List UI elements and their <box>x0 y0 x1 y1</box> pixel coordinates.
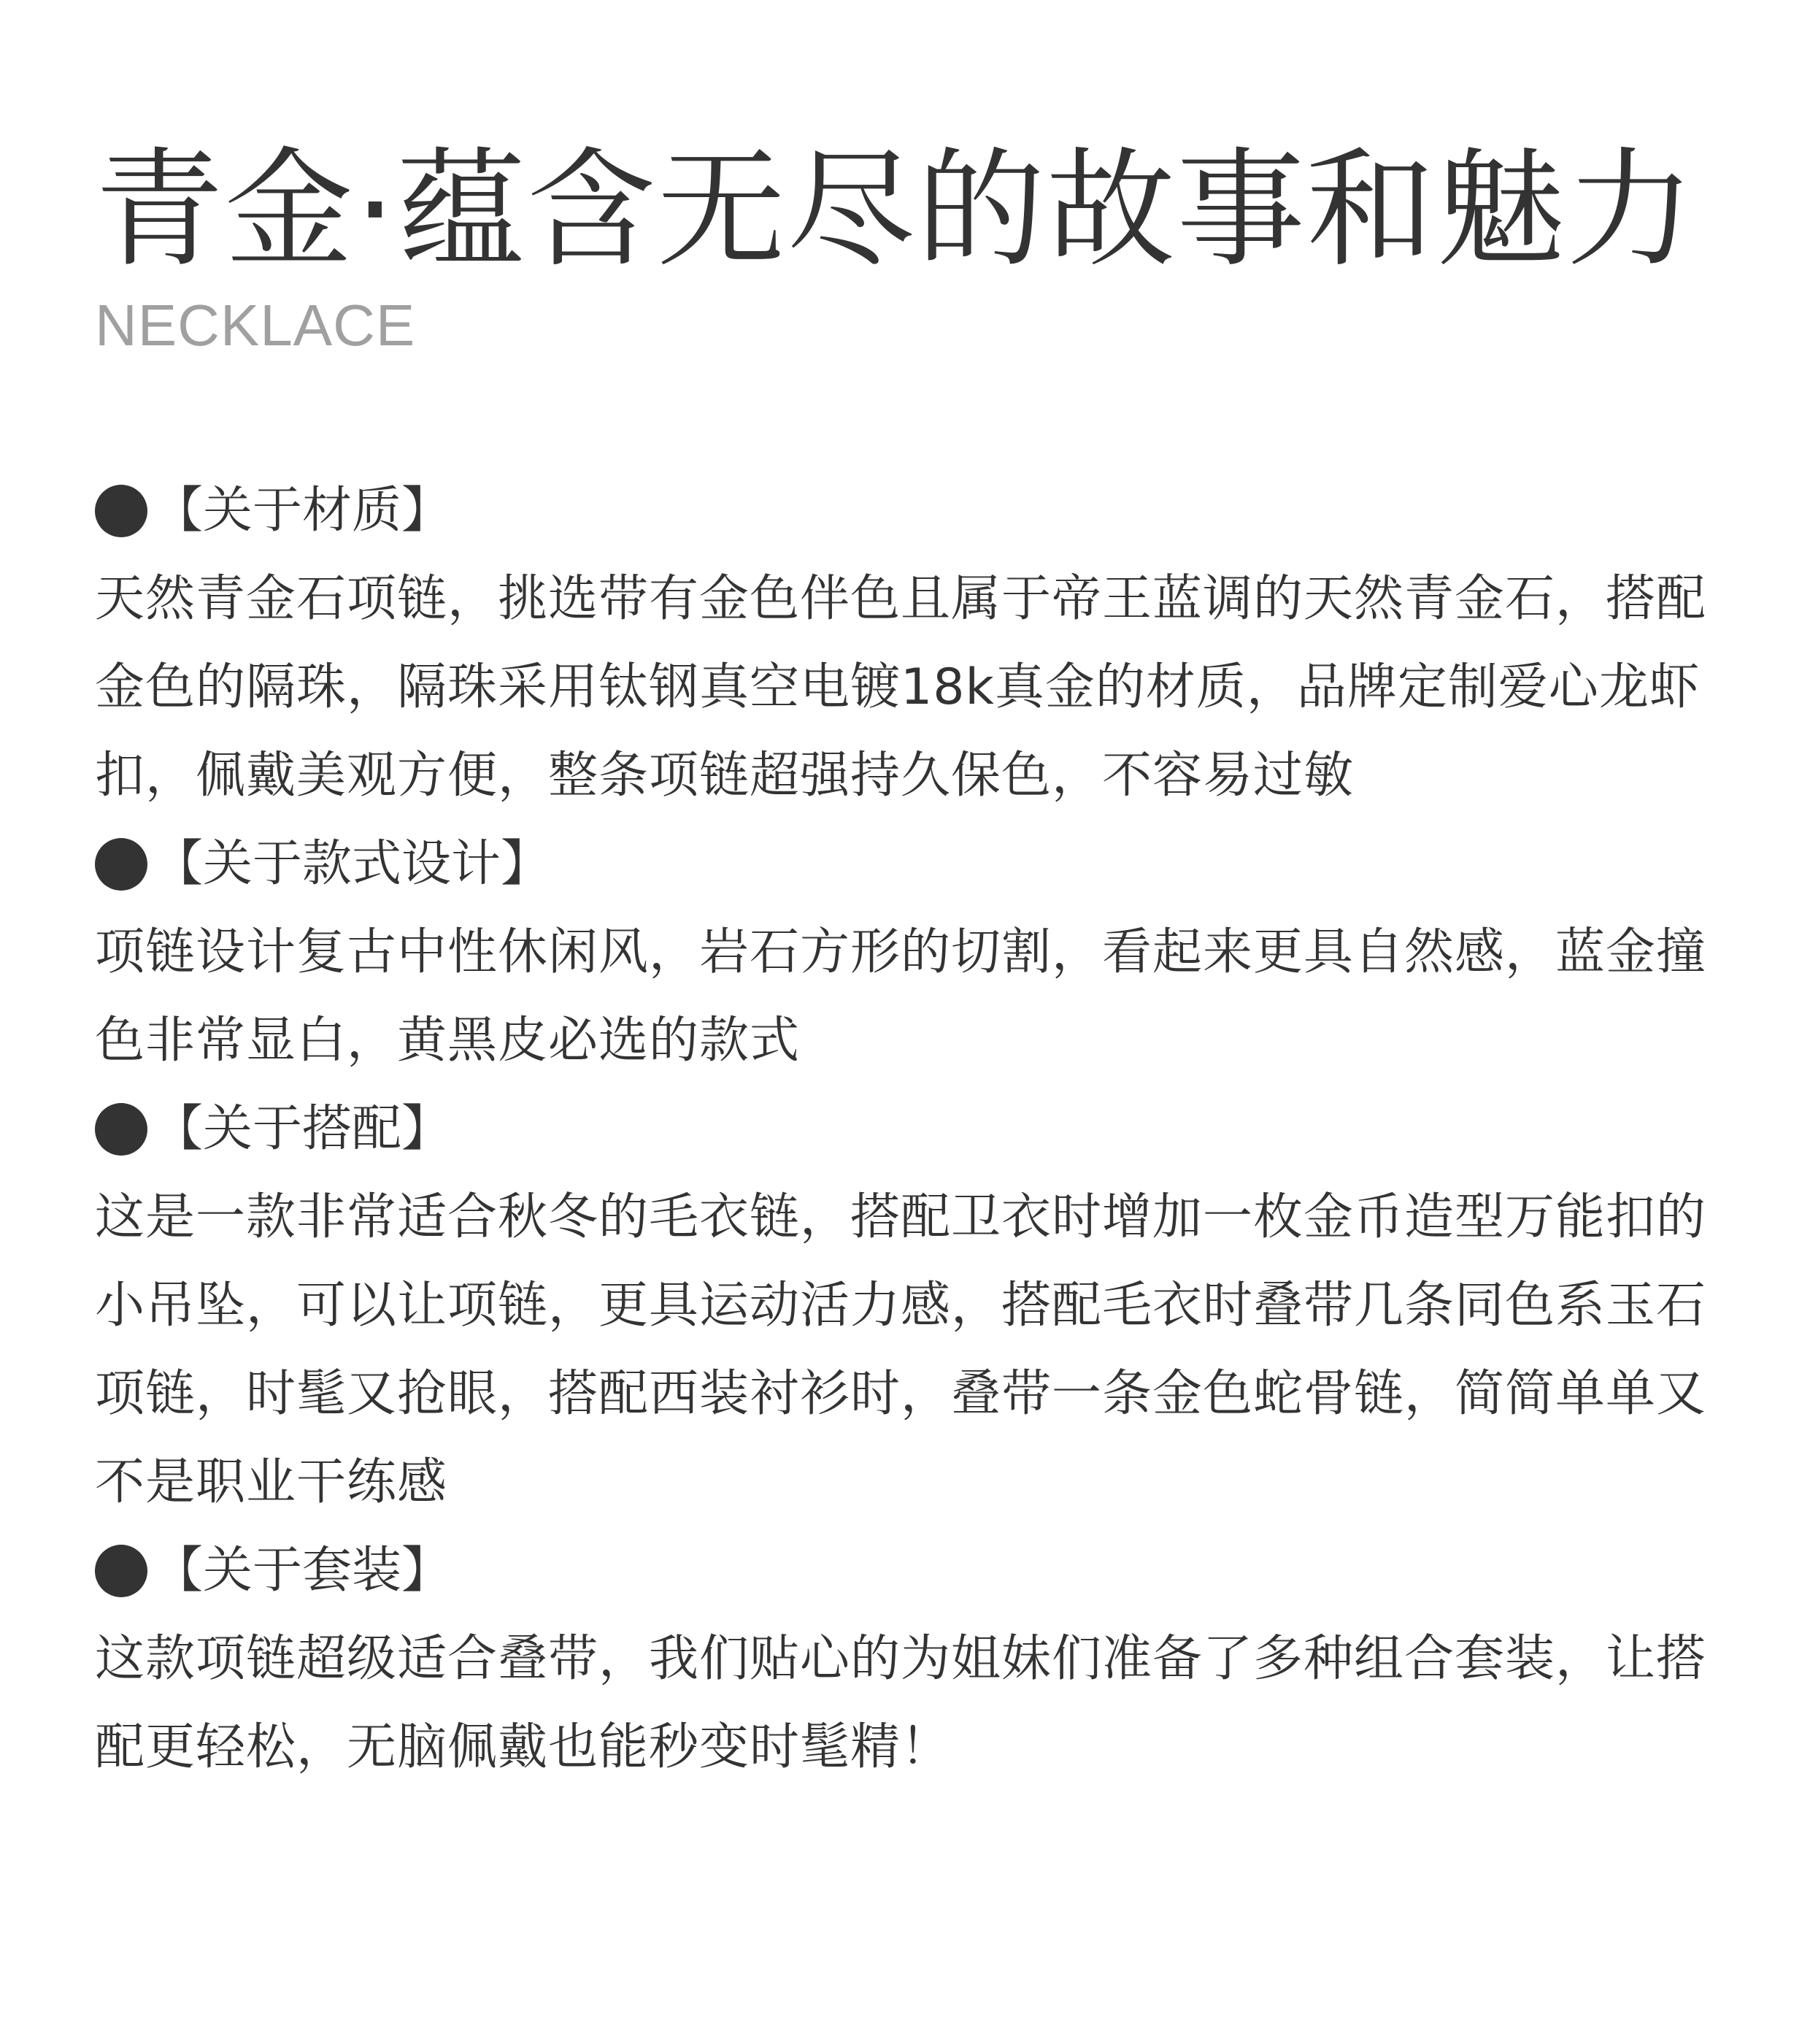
section-set <box>95 1526 1730 1791</box>
page-subtitle: NECKLACE <box>95 293 416 358</box>
product-description-page <box>95 135 1730 1791</box>
section-heading-text: 【关于材质】 <box>153 482 452 539</box>
section-heading-text: 【关于搭配】 <box>153 1100 452 1158</box>
sections-container <box>95 466 1730 1791</box>
section-body: 天然青金石项链，挑选带有金色伴色且属于帝王蓝调的天然青金石，搭配金色的隔珠，隔珠采用钛钢真空电镀18k真金的材质，品牌定制爱心龙虾扣，佩戴美观方便，整条项链超强持久保色，不容易过敏 <box>95 570 1707 804</box>
section-body: 这是一款非常适合秋冬的毛衣链，搭配卫衣时增加一枚金币造型万能扣的小吊坠，可以让项链，更具运动活力感，搭配毛衣时叠带几条同色系玉石项链，时髦又抢眼，搭配西装衬衫时，叠带一条金色蛇骨链，简简单单又不是职业干练感 <box>95 1188 1707 1511</box>
filled-circle-icon <box>95 1103 147 1156</box>
section-body: 这款项链超级适合叠带，我们贴心的为姐妹们准备了多种组合套装，让搭配更轻松，无脑佩戴也能秒变时髦精！ <box>95 1630 1707 1776</box>
filled-circle-icon <box>95 485 147 537</box>
section-heading-text: 【关于款式设计】 <box>153 835 551 893</box>
filled-circle-icon <box>95 838 147 891</box>
page-title: 青金·蕴含无尽的故事和魅力 <box>95 135 1696 285</box>
section-heading-text: 【关于套装】 <box>153 1542 452 1599</box>
section-heading <box>95 1526 1730 1615</box>
section-body: 项链设计复古中性休闲风，岩石方形的切割，看起来更具自然感，蓝金撞色非常显白，黄黑皮必选的款式 <box>95 923 1707 1069</box>
filled-circle-icon <box>95 1545 147 1597</box>
section-material <box>95 466 1730 820</box>
section-style-design <box>95 820 1730 1085</box>
section-matching <box>95 1085 1730 1526</box>
section-heading <box>95 820 1730 908</box>
section-heading <box>95 1085 1730 1173</box>
section-heading <box>95 466 1730 555</box>
